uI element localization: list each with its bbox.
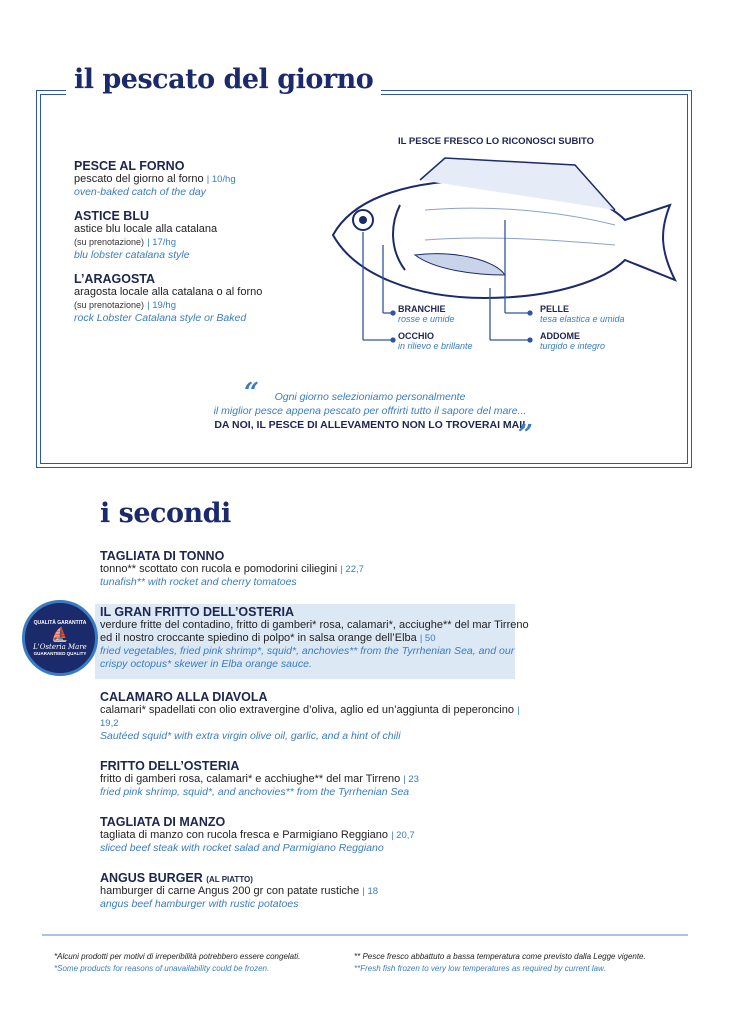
item-name: TAGLIATA DI TONNO [100,549,225,563]
item-desc: hamburger di carne Angus 200 gr con patate rustiche [100,885,360,897]
item-price: | 18 [362,886,379,897]
quote-close-icon: ” [518,420,533,450]
item-price: | 23 [403,774,419,785]
footnote-en: *Some products for reasons of unavailability could be frozen. [54,964,270,973]
secondi-list [100,549,530,927]
item-english: Sautéed squid* with extra virgin olive oil, garlic, and a hint of chili [100,730,401,742]
item-price: | 50 [419,633,436,644]
item-english: oven-baked catch of the day [74,186,206,198]
secondi-title: i secondi [100,498,231,529]
item-name: IL GRAN FRITTO DELL’OSTERIA [100,605,294,619]
item-note: (su prenotazione) [74,237,145,247]
label-title: BRANCHIE [398,304,446,314]
quote-line: Ogni giorno selezioniamo personalmente [274,391,466,403]
item-name: PESCE AL FORNO [74,159,185,173]
item-desc: pescato del giorno al forno [74,173,204,185]
item-price: | 22,7 [340,564,364,575]
label-title: OCCHIO [398,331,434,341]
item-desc: tagliata di manzo con rucola fresca e Parmigiano Reggiano [100,829,388,841]
menu-item [100,815,530,855]
item-english: fried vegetables, fried pink shrimp*, squid*, anchovies** from the Tyrrhenian Sea, and our crispy octopus* skewer in Elba orange sauce. [100,645,515,670]
label-title: PELLE [540,304,570,314]
footnote-it: *Alcuni prodotti per motivi di irreperibilità potrebbero essere congelati. [54,952,301,961]
footnote-en: **Fresh fish frozen to very low temperatures as required by current law. [354,964,606,973]
item-english: sliced beef steak with rocket salad and Parmigiano Reggiano [100,842,384,854]
item-desc: tonno** scottato con rucola e pomodorini ciliegini [100,563,338,575]
item-name: L’ARAGOSTA [74,272,156,286]
label-desc: tesa elastica e umida [540,314,625,324]
menu-item [100,549,530,589]
boat-icon: ⛵ [51,626,69,642]
item-desc: aragosta locale alla catalana o al forno [74,286,263,298]
item-name: FRITTO DELL’OSTERIA [100,759,240,773]
item-desc: astice blu locale alla catalana [74,223,218,235]
badge-brand: L'Osteria Mare [33,643,87,651]
label-pelle [540,304,625,324]
item-price: | 19,2 [100,705,520,729]
label-desc: rosse e umide [398,314,455,324]
label-desc: in rilievo e brillante [398,341,473,351]
menu-item [100,759,530,799]
badge-bottom: GUARANTEED QUALITY [33,651,87,656]
item-desc: calamari* spadellati con olio extravergine d’oliva, aglio ed un’aggiunta di peperoncino [100,704,514,716]
item-note: (AL PIATTO) [206,875,253,884]
quote-open-icon: “ [244,378,259,408]
footnote-it: ** Pesce fresco abbattuto a bassa temperatura come previsto dalla Legge vigente. [354,952,646,961]
label-title: ADDOME [540,331,580,341]
item-price: | 10/hg [206,174,236,185]
item-price: | 20,7 [391,830,415,841]
menu-item [74,272,334,325]
menu-item [74,159,334,199]
menu-item [100,690,530,743]
menu-item [74,209,334,262]
item-english: fried pink shrimp, squid*, and anchovies** from the Tyrrhenian Sea [100,786,410,798]
pescato-title: il pescato del giorno [66,64,381,95]
item-name: CALAMARO ALLA DIAVOLA [100,690,268,704]
item-note: (su prenotazione) [74,300,145,310]
label-occhio [398,331,473,351]
item-name: TAGLIATA DI MANZO [100,815,226,829]
item-english: blu lobster catalana style [74,249,190,261]
item-english: rock Lobster Catalana style or Baked [74,312,247,324]
fish-illustration [325,150,685,350]
pescato-list [74,159,334,325]
item-desc: verdure fritte del contadino, fritto di gamberi* rosa, calamari*, acciughe** del mar Tirreno ed il nostro croccante spiedino di polpo* in salsa orange dell’Elba [100,619,529,644]
item-desc: fritto di gamberi rosa, calamari* e acchiughe** del mar Tirreno [100,773,401,785]
footnote-left [54,951,300,975]
item-english: tunafish** with rocket and cherry tomatoes [100,576,297,588]
item-price: | 17/hg [147,237,176,248]
item-name: ANGUS BURGER [100,871,203,885]
menu-item [100,605,530,671]
footer-divider [42,934,688,936]
fish-heading: IL PESCE FRESCO LO RICONOSCI SUBITO [398,136,595,147]
quote-line: il miglior pesce appena pescato per offrirti tutto il sapore del mare... [213,405,527,417]
label-branchie [398,304,455,324]
item-english: angus beef hamburger with rustic potatoes [100,898,299,910]
footnote-right [354,951,646,975]
quality-badge [22,600,98,676]
menu-item [100,871,530,911]
label-desc: turgido e integro [540,341,606,351]
quote-line: DA NOI, IL PESCE DI ALLEVAMENTO NON LO TROVERAI MAI! [214,419,526,431]
badge-top: QUALITÀ GARANTITA [33,620,87,626]
label-addome [540,331,605,351]
item-price: | 19/hg [147,300,176,311]
item-name: ASTICE BLU [74,209,149,223]
